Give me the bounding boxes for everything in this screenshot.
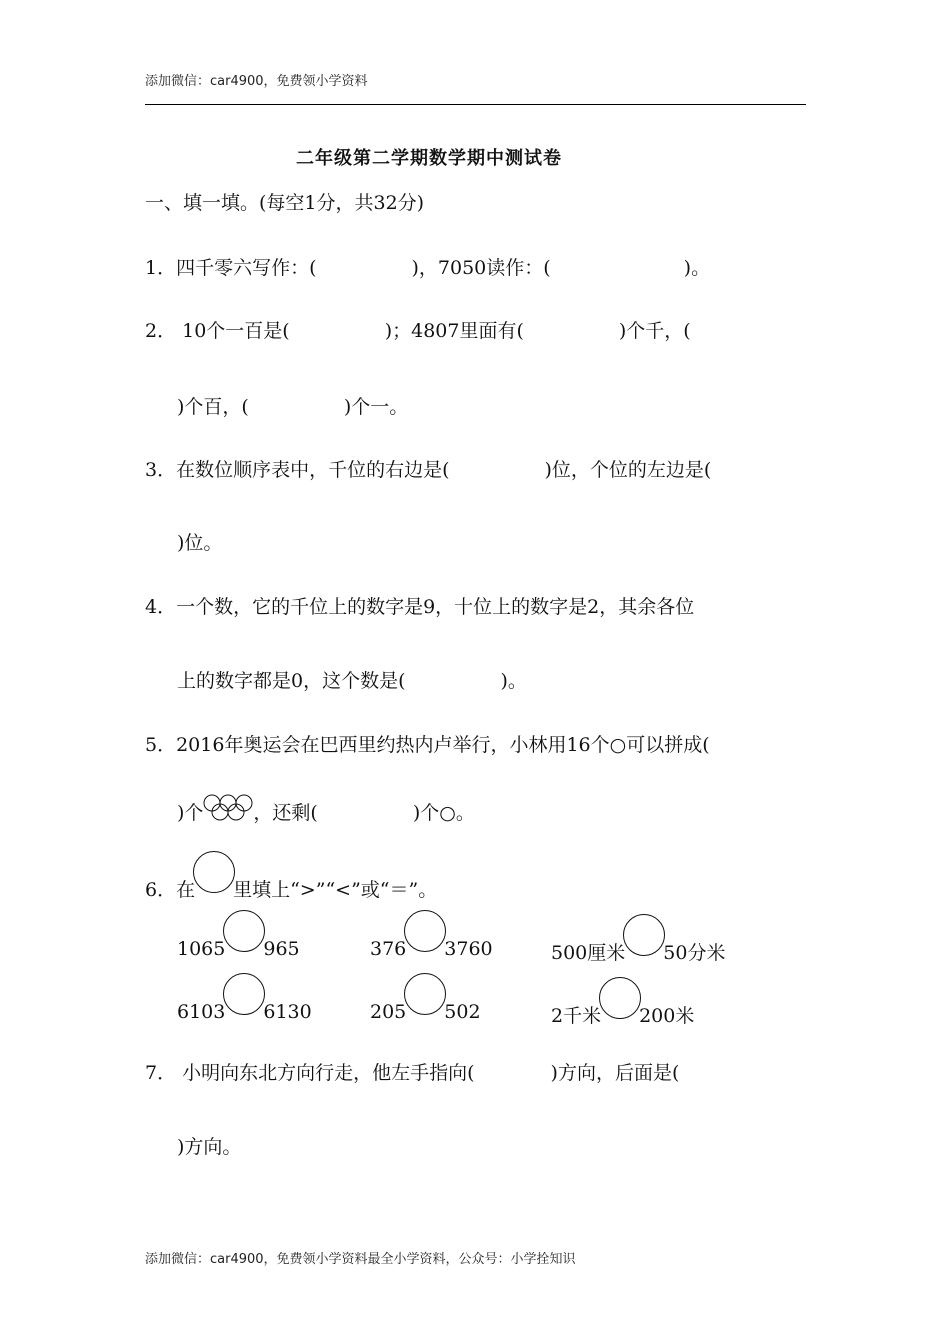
question-1: 1．四千零六写作：( )，7050读作：( )。 (145, 257, 711, 279)
page-title: 二年级第二学期数学期中测试卷 (296, 148, 562, 169)
header-rule (145, 104, 806, 105)
comparison-right: 50分米 (663, 942, 726, 964)
question-6-suffix: 里填上“>”“<”或“＝”。 (233, 879, 438, 901)
question-5-line-1: 5．2016年奥运会在巴西里约热内卢举行，小林用16个○可以拼成( (145, 734, 710, 756)
comparison-item (177, 938, 300, 960)
question-6-prefix: 6．在 (145, 879, 196, 901)
question-4-line-1: 4．一个数，它的千位上的数字是9，十位上的数字是2，其余各位 (145, 596, 695, 618)
question-4-line-2: 上的数字都是0，这个数是( )。 (177, 670, 527, 692)
comparison-item (551, 1001, 694, 1028)
comparison-left: 205 (370, 1001, 407, 1023)
question-5-count-text: )个 (177, 802, 204, 824)
section-heading: 一、填一填。(每空1分，共32分) (145, 192, 425, 214)
answer-circle-icon (193, 851, 235, 893)
olympic-rings-icon (203, 793, 253, 823)
comparison-left: 6103 (177, 1001, 226, 1023)
question-3-line-2: )位。 (177, 532, 223, 554)
comparison-right: 200米 (639, 1005, 695, 1027)
answer-circle-icon[interactable] (404, 973, 446, 1015)
comparison-item (551, 938, 725, 965)
question-5-line-2 (177, 798, 475, 829)
question-2-line-2: )个百，( )个一。 (177, 396, 409, 418)
comparison-right: 6130 (263, 1001, 312, 1023)
comparison-right: 3760 (444, 938, 493, 960)
header-text: 添加微信：car4900，免费领小学资料 (145, 74, 368, 89)
comparison-left: 376 (370, 938, 407, 960)
answer-circle-icon[interactable] (223, 910, 265, 952)
comparison-item (370, 938, 493, 960)
comparison-left: 500厘米 (551, 942, 626, 964)
comparison-left: 2千米 (551, 1005, 602, 1027)
answer-circle-icon[interactable] (623, 914, 665, 956)
comparison-item (370, 1001, 481, 1023)
answer-circle-icon[interactable] (599, 977, 641, 1019)
comparison-right: 965 (263, 938, 300, 960)
question-7-line-2: )方向。 (177, 1136, 242, 1158)
answer-circle-icon[interactable] (223, 973, 265, 1015)
question-5-remainder-text: ，还剩( )个○。 (253, 802, 475, 824)
answer-circle-icon[interactable] (404, 910, 446, 952)
comparison-right: 502 (444, 1001, 481, 1023)
comparison-item (177, 1001, 312, 1023)
footer-text: 添加微信：car4900，免费领小学资料最全小学资料，公众号：小学拴知识 (145, 1252, 576, 1267)
question-2-line-1: 2． 10个一百是( )；4807里面有( )个千，( (145, 320, 691, 342)
comparison-left: 1065 (177, 938, 226, 960)
question-7-line-1: 7． 小明向东北方向行走，他左手指向( )方向，后面是( (145, 1062, 680, 1084)
question-3-line-1: 3．在数位顺序表中，千位的右边是( )位，个位的左边是( (145, 459, 712, 481)
question-6 (145, 875, 437, 902)
